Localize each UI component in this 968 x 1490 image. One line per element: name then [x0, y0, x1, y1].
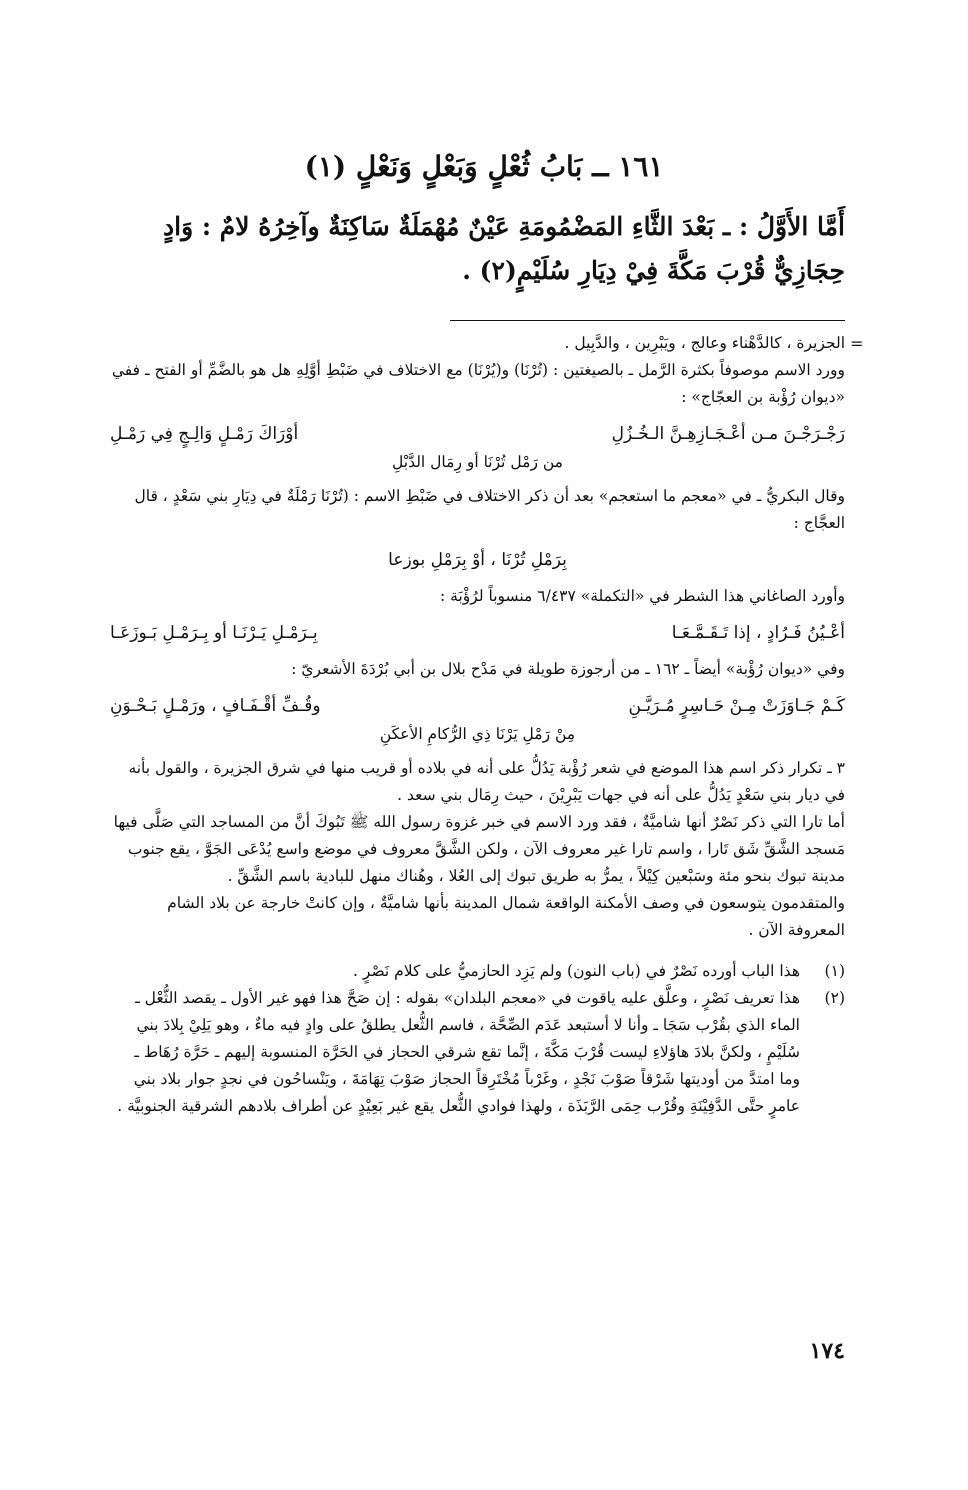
note-paragraph: وورد الاسم موصوفاً بكثرة الرَّمل ـ بالصيغتين : (تُرْنَا) و(يُرْنَا) مع الاختلاف في ضَبْطِ أوَّلِهِ هل هو بالضَّمِّ أو الفتح ـ ففي «ديوان رُؤْبة بن العجّاج» :: [111, 361, 845, 406]
footnote-number: (٢): [824, 989, 845, 1007]
verse-line: [110, 691, 845, 721]
note-paragraph: الجزيرة ، كالدَّهْناء وعالج ، ويَبْرِين ، والدَّبِيل .: [564, 334, 845, 352]
verse-line: بِرَمْلِ تُرْنَا ، أوْ بِرَمْلِ بوزعا: [388, 550, 567, 570]
verse-hemistich: أوْرَاكَ رَمْـلٍ وَالِـجٍ فِي رَمْـلِ: [110, 424, 299, 444]
verse-line: [110, 419, 845, 449]
chapter-title: ١٦١ ــ بَابُ ثُعْلٍ وَبَعْلٍ وَنَعْلٍ (١): [304, 150, 664, 183]
note-paragraph: وأورد الصاغاني هذا الشطر في «التكملة» ٦/٤٣٧ منسوباً لرُؤْبَة :: [440, 587, 845, 605]
verse-hemistich: كَـمْ جَـاوَزَتْ مِـنْ حَـاسِرٍ مُـرَيَّـنِ: [628, 696, 845, 716]
verse-line: [110, 618, 845, 648]
note-paragraph: وقال البكريُّ ـ في «معجم ما استعجم» بعد أن ذكر الاختلاف في ضَبْطِ الاسم : (تُرْنَا رَمْلَةٌ في دِيَارِ بني سَعْدٍ ، قال العجَّاج :: [134, 487, 845, 532]
note-paragraph: والمتقدمون يتوسعون في وصف الأمكنة الواقعة شمال المدينة بأنها شاميَّةٌ ، وإن كانتْ خارجة عن بلاد الشام المعروفة الآن .: [167, 894, 845, 939]
verse-hemistich: وقُـفِّ أقْـفَـافٍ ، ورَمْـلٍ بَـحْـوَنِ: [110, 696, 321, 716]
verse-hemistich: أعْـيُنُ فَـرُادٍ ، إذا تَـقَـمَّـعَـا: [671, 623, 845, 643]
verse-hemistich: رَجْـرَجْـنَ مـن أعْـجَـازِهِـنَّ الـخُـزُلِ: [611, 424, 845, 444]
footnote: [110, 958, 845, 985]
footnote-number: (١): [824, 962, 845, 980]
footnote-text: هذا الباب أورده نَصْرٌ في (باب النون) ولم يَزِد الحازميُّ على كلام نَصْرٍ .: [353, 962, 800, 980]
note-paragraph: أما تارا التي ذكر نَصْرٌ أنها شاميَّةٌ ، فقد ورد الاسم في خبر غزوة رسول الله ﷺ تَبُوكَ أنَّ من المساجد التي صَلَّى فيها مَسجد الشَّقِّ شَق تَارا ، واسم تارا غير معروف الآن ، ولكن الشَّقَّ معروف في موضع واسع يُدْعَى الجَوَّ ، يقع جنوب مدينة تبوك بنحو مئة وسَبْعين كِيْلاً ، يمرُّ به طريق تبوك إلى العُلا ، وهُناك منهل للبادية باسم الشَّقِّ .: [113, 813, 845, 885]
notes-section: [110, 330, 845, 1120]
verse-line: مِنْ رَمْلِ يَرْنَا ذِي الرُّكامِ الأعكَنِ: [379, 725, 576, 743]
verse-line: من رَمْل تُرْنَا أو رِمَال الدَّبْلِ: [392, 453, 563, 471]
verse-hemistich: بِـرَمْـلِ يَـرْنَـا أو بِـرَمْـلِ بَـوزَعَـا: [110, 623, 318, 643]
footnote: [110, 985, 845, 1120]
note-paragraph: وفي «ديوان رُؤْبة» أيضاً ـ ١٦٢ ـ من أرجوزة طويلة في مَدْح بلال بن أبي بُرْدَةَ الأشعريّ :: [291, 660, 845, 678]
footnote-text: هذا تعريف نَصْرٍ ، وعلَّق عليه ياقوت في «معجم البلدان» بقوله : إن صَحَّ هذا فهو غير الأول ـ يقصد الثُّعْل ـ الماء الذي بقُرْب سَجَا ـ وأنا لا أستبعد عَدَم الصِّحَّة ، فاسم الثُّعل يطلقُ على وادٍ فيه ماءٌ ، وهو يَلِيْ بِلادَ بني سُلَيْمٍ ، ولكنَّ بلادَ هاؤلاءِ ليست قُرْبَ مَكَّةَ ، إنَّما تقع شرقي الحجاز في الحَرَّة المنسوبة إليهم ـ حَرَّة رُهَاط ـ وما امتدَّ من أوديتها شَرْقاً صَوْبَ نَجْدٍ ، وغَرْباً مُخْتَرِقاً الحجاز صَوْبَ تِهَامَةَ ، ويَنْساحُون في نجدٍ جوار بلاد بني عامرٍ حتَّى الدَّفِيْنَةِ وقُرْب حِمَى الرَّبَذَة ، ولهذا فوادي الثُّعل يقع غير بَعِيْدٍ عن أطراف بلادهم الشرقية الجنوبيَّة .: [117, 989, 800, 1115]
intro-paragraph: أَمَّا الأَوَّلُ : ـ بَعْدَ الثَّاءِ المَضْمُومَةِ عَيْنٌ مُهْمَلَةٌ سَاكِنَةٌ وآخِرُهُ لامٌ : وَادٍ حِجَازِيٌّ قُرْبَ مَكَّةَ فِيْ دِيَارِ سُلَيْمٍ(٢) .: [162, 212, 845, 285]
page-number: ١٧٤: [809, 1338, 845, 1364]
note-paragraph: ٣ ـ تكرار ذكر اسم هذا الموضع في شعر رُؤْبة يَدُلُّ على أنه في بلاده أو قريب منها في شرق الجزيرة ، والقول بأنه في ديار بني سَعْدٍ يَدُلُّ على أنه في جهات يَبْرِيْنَ ، حيث رِمَال بني سعد .: [128, 759, 845, 804]
footnote-divider: [450, 320, 845, 321]
footnote-list: [110, 958, 845, 1120]
continuation-mark: =: [850, 334, 864, 353]
